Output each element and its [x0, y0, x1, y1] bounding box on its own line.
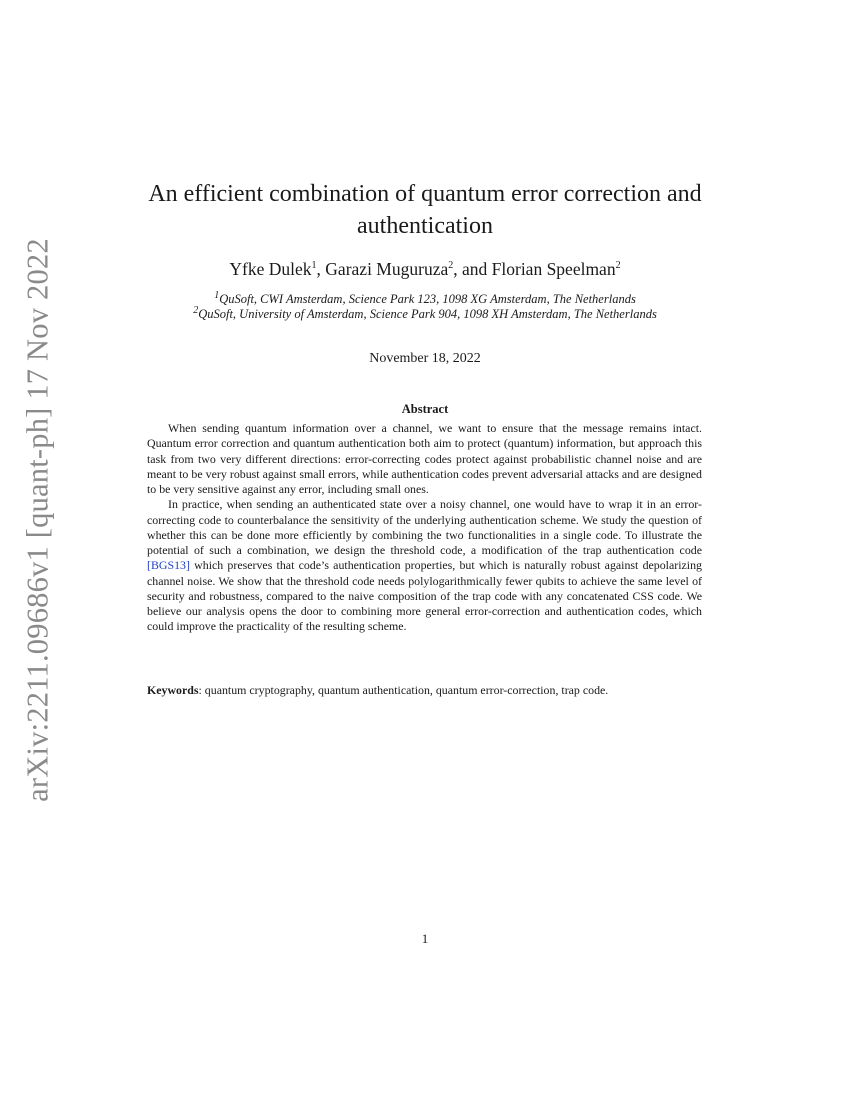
author-affiliation-mark: 1 [311, 260, 317, 272]
page-number: 1 [421, 931, 429, 946]
abstract-body [147, 421, 702, 635]
affiliation-mark: 2 [193, 304, 199, 316]
author-name: Florian Speelman [491, 259, 616, 279]
abstract-text: which preserves that code’s authentication properties, but which is naturally robust against depolarizing channel noise. We show that the threshold code needs polylogarithmically fewer qubits to achieve the same level of security and robustness, compared to the naive composition of the trap code with any concatenated CSS code. We believe our analysis opens the door to combining more general error-correction and authentication codes, which could improve the practicality of the resulting scheme. [147, 558, 702, 634]
keywords-text: : quantum cryptography, quantum authentication, quantum error-correction, trap code. [198, 683, 609, 697]
affiliation-line [100, 304, 750, 322]
author-affiliation-mark: 2 [615, 260, 621, 272]
paper-title: An efficient combination of quantum error correction and authentication [148, 181, 702, 239]
affiliation-text: QuSoft, CWI Amsterdam, Science Park 123, 1098 XG Amsterdam, The Netherlands [219, 292, 636, 306]
author-name: Yfke Dulek [229, 259, 312, 279]
abstract-text: In practice, when sending an authenticated state over a noisy channel, one would have to wrap it in an error-correcting code to counterbalance the sensitivity of the underlying authentication scheme. We study the question of whether this can be done more efficiently by combining the two functionalities in a single code. To illustrate the potential of such a combination, we design the threshold code, a modification of the trap authentication code [147, 497, 702, 557]
affiliation-mark: 1 [214, 289, 220, 301]
abstract-heading: Abstract [401, 402, 449, 416]
keywords-line [147, 683, 707, 698]
abstract-paragraph: When sending quantum information over a channel, we want to ensure that the message remains intact. Quantum error correction and quantum authentication both aim to protect (quantum) information, but approach this task from two very different directions: error-correcting codes protect against probabilistic channel noise and are meant to be very robust against small errors, while authentication codes prevent adversarial attacks and are designed to be very sensitive against any error, including small ones. [147, 421, 702, 496]
citation-link[interactable]: [BGS13] [147, 558, 190, 573]
keywords-label: Keywords [147, 683, 199, 697]
author-separator: , [316, 259, 326, 279]
author-separator: , and [453, 259, 492, 279]
affiliation-list [100, 289, 750, 322]
author-list [100, 259, 750, 279]
author-affiliation-mark: 2 [448, 260, 454, 272]
affiliation-text: QuSoft, University of Amsterdam, Science Park 904, 1098 XH Amsterdam, The Netherlands [198, 307, 657, 321]
abstract-paragraph [147, 497, 702, 634]
arxiv-identifier-stamp: arXiv:2211.09686v1 [quant-ph] 17 Nov 2022 [20, 238, 55, 802]
author-name: Garazi Muguruza [325, 259, 449, 279]
publication-date: November 18, 2022 [369, 351, 481, 366]
